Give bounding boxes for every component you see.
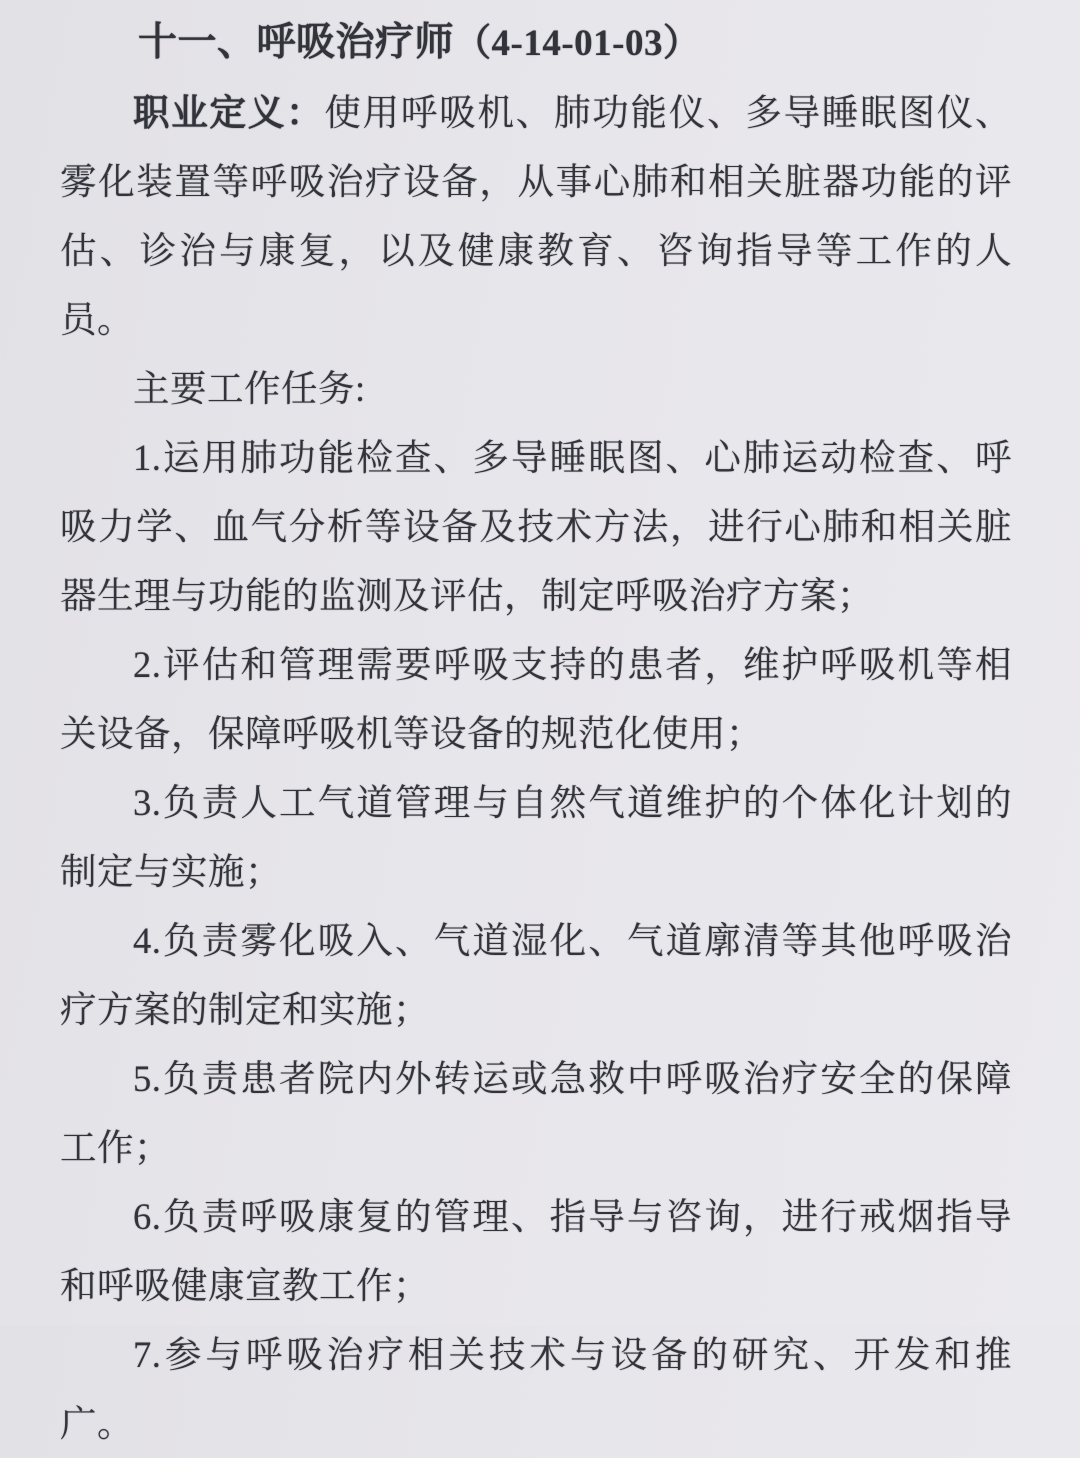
document-body [60,8,1012,1458]
definition-paragraph [60,78,1012,354]
definition-text: 使用呼吸机、肺功能仪、多导睡眠图仪、雾化装置等呼吸治疗设备，从事心肺和相关脏器功能的评估、诊治与康复，以及健康教育、咨询指导等工作的人员。 [60,92,1013,340]
section-title [60,8,1012,78]
task-item-6: 6.负责呼吸康复的管理、指导与咨询，进行戒烟指导和呼吸健康宣教工作； [60,1196,1012,1306]
occupation-code: （4-14-01-03） [454,23,701,64]
task-item-3: 3.负责人工气道管理与自然气道维护的个体化计划的制定与实施； [60,782,1012,892]
section-title-text: 十一、呼吸治疗师 [138,21,455,64]
tasks-heading: 主要工作任务: [133,368,366,409]
definition-label: 职业定义： [133,92,325,133]
task-item-1: 1.运用肺功能检查、多导睡眠图、心肺运动检查、呼吸力学、血气分析等设备及技术方法，进行心肺和相关脏器生理与功能的监测及评估，制定呼吸治疗方案； [60,437,1012,616]
task-item-7: 7.参与呼吸治疗相关技术与设备的研究、开发和推广。 [60,1334,1012,1444]
task-item-4: 4.负责雾化吸入、气道湿化、气道廓清等其他呼吸治疗方案的制定和实施； [60,920,1012,1030]
task-item-2: 2.评估和管理需要呼吸支持的患者，维护呼吸机等相关设备，保障呼吸机等设备的规范化使用； [60,644,1012,754]
task-item-5: 5.负责患者院内外转运或急救中呼吸治疗安全的保障工作； [60,1058,1012,1168]
